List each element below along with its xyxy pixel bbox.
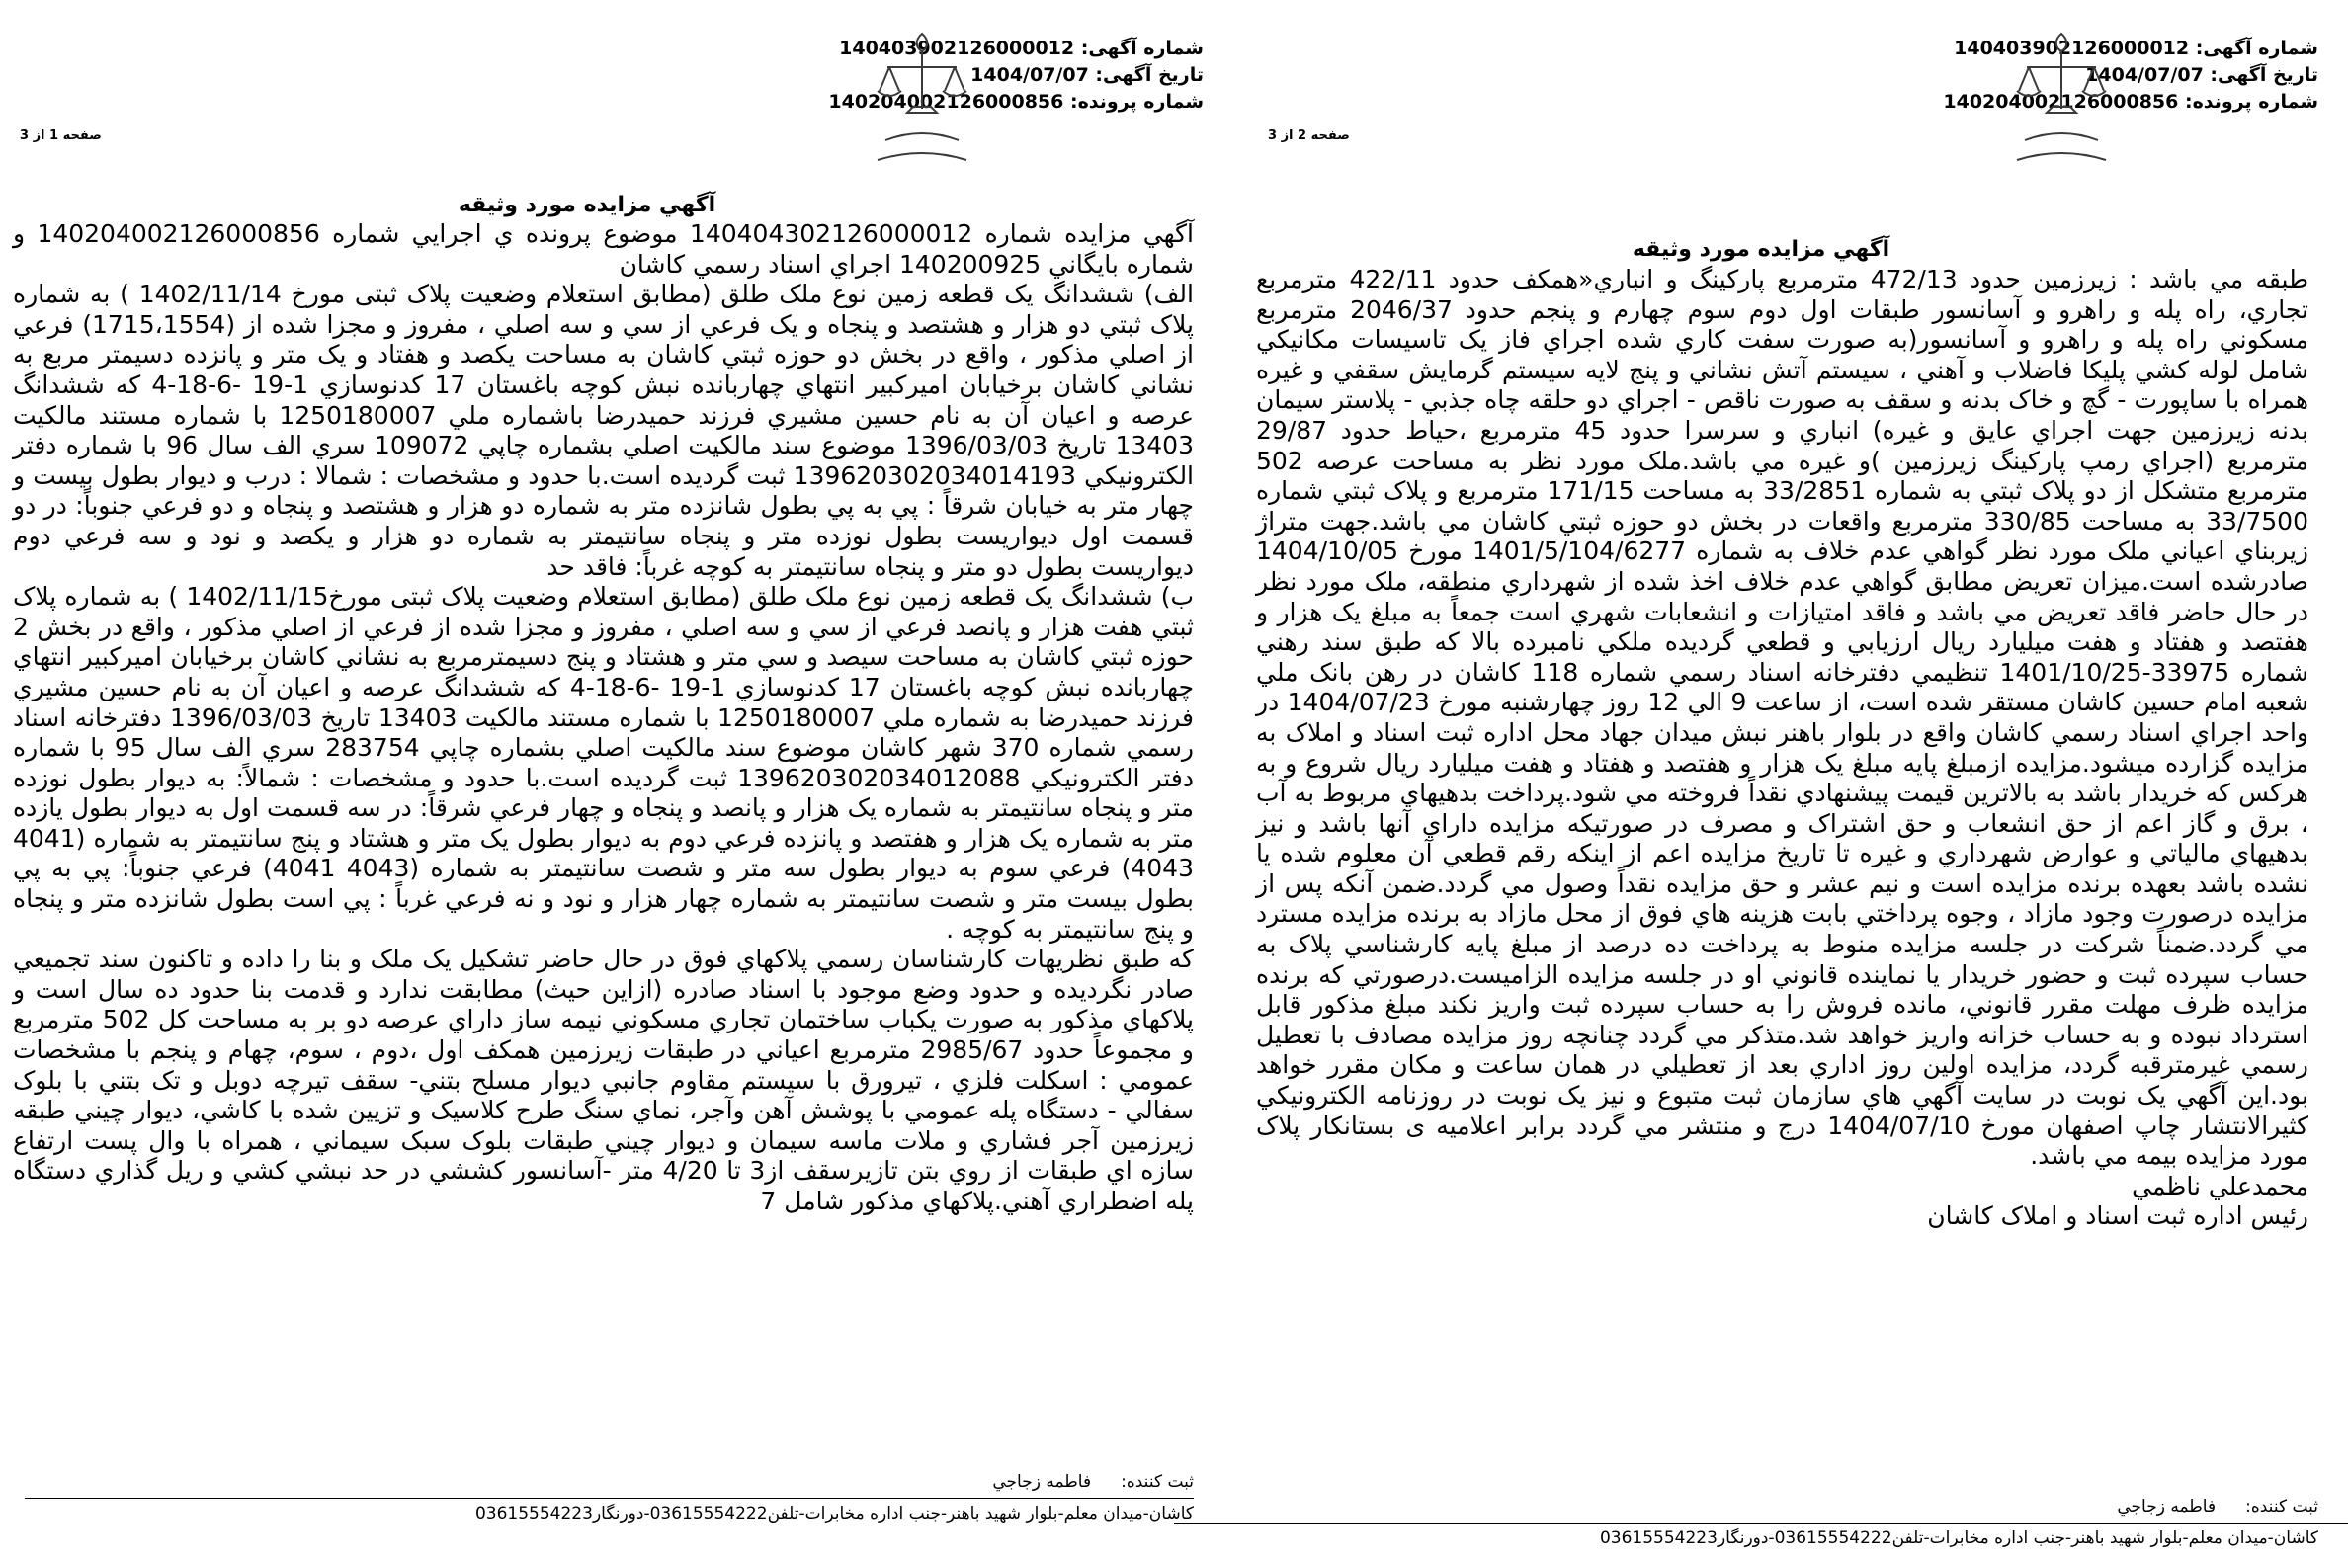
footer-divider bbox=[1174, 1523, 2348, 1524]
body-paragraph: ب) ششدانگ يک قطعه زمين نوع ملک طلق (مطابق استعلام وضعيت پلاک ثبتی مورخ1402/11/15 ) به شماره پلاک ثبتي هفت هزار و پانصد فرعي از سي و سه اصلي ، مفروز و مجزا شده از فرعي از اصلي مذكور ، واقع در بخش 2 حوزه ثبتي كاشان به مساحت سيصد و سي متر و هشتاد و پنج دسيمترمربع به نشاني كاشان برخيابان اميركبير انتهاي چهاربانده نبش كوچه باغستان 17 كدنوسازي 1-19 -6-18-4 كه ششدانگ عرصه و اعيان آن به نام حسين مشيري فرزند حميدرضا به شماره ملي 1250180007 با شماره مستند مالكيت 13403 تاريخ 1396/03/03 دفترخانه اسناد رسمي شماره 370 شهر كاشان موضوع سند مالكيت اصلي بشماره چاپي 283754 سري الف سال 95 با شماره دفتر الكترونيكي 139620302034012088 ثبت گرديده است.با حدود و مشخصات : شمالاً: به ديوار بطول نوزده متر و پنجاه سانتيمتر به شماره يک هزار و پانصد و پنجاه و چهار فرعي شرقاً: در سه قسمت اول به ديوار بطول يازده متر به شماره يک هزار و هفتصد و پانزده فرعي دوم به ديوار بطول يک متر و هشتاد و پنج سانتيمتر به شماره (4041 4043) فرعي سوم به ديوار بطول سه متر و شصت سانتيمتر به شماره (4043 4041) فرعي جنوباً: پي به پي بطول بيست متر و شصت سانتيمتر به شماره چهار هزار و نود و نه فرعي غرباً : پي است بطول شانزده متر و پنجاه و پنج سانتيمتر به كوچه . bbox=[13, 582, 1195, 944]
ad-number: 140403902126000012 bbox=[1954, 38, 2190, 59]
document-title: آگهي مزايده مورد وثيقه bbox=[1632, 237, 1890, 262]
page-number: صفحه 2 از 3 bbox=[1268, 128, 1350, 143]
document-body bbox=[1256, 265, 2308, 1232]
page-header bbox=[1174, 30, 2348, 168]
signature-title: رئيس اداره ثبت اسناد و املاک كاشان bbox=[1927, 1201, 2308, 1231]
file-number-label: شماره پرونده: bbox=[2184, 91, 2318, 113]
ad-number: 140403902126000012 bbox=[839, 38, 1075, 59]
signature-name: محمدعلي ناظمي bbox=[2132, 1171, 2308, 1200]
page-2 bbox=[1174, 0, 2348, 1568]
page-header bbox=[0, 30, 1204, 168]
file-number-label: شماره پرونده: bbox=[1069, 91, 1204, 113]
registrar-name: فاطمه زجاجي bbox=[2117, 1497, 2217, 1517]
body-paragraph: آگهي مزايده شماره 140404302126000012 موضوع پرونده ي اجرايي شماره 140204002126000856 و شماره بايگاني 140200925 اجراي اسناد رسمي كاشان bbox=[13, 219, 1194, 279]
document-title: آگهي مزايده مورد وثيقه bbox=[458, 193, 716, 217]
judiciary-emblem-icon bbox=[868, 30, 976, 178]
judiciary-emblem-icon bbox=[2007, 30, 2116, 178]
file-number: 140204002126000856 bbox=[1943, 91, 2179, 113]
body-paragraph: طبقه مي باشد : زيرزمين حدود 472/13 مترمربع پاركينگ و انباري«همكف حدود 422/11 مترمربع تجاري، راه پله و راهرو و آسانسور طبقات اول دوم سوم چهارم و پنجم حدود 2046/37 مترمربع مسكوني راه پله و راهرو و آسانسور(به صورت سفت كاري شده اجراي فاز يک تاسيسات مكانيكي شامل لوله كشي پليكا فاضلاب و آهني ، سيستم آتش نشاني و پنج لايه سيستم گرمايش سقفي و غيره همراه با ساپورت - گچ و خاک بدنه و سقف به صورت ناقص - اجراي دو حلقه چاه جذبي - پلاستر سيمان بدنه زيرزمين جهت اجراي عايق و غيره) انباري و سرسرا حدود 45 مترمربع ،حياط حدود 29/87 مترمربع (اجراي رمپ پاركينگ زيرزمين )و غيره مي باشد.ملک مورد نظر به مساحت عرصه 502 مترمربع متشكل از دو پلاک ثبتي به شماره 33/2851 به مساحت 171/15 مترمربع و پلاک ثبتي شماره 33/7500 به مساحت 330/85 مترمربع واقعات در بخش دو حوزه ثبتي كاشان مي باشد.جهت متراژ زيربناي اعياني ملک مورد نظر گواهي عدم خلاف به شماره 1401/5/104/6277 مورخ 1404/10/05 صادرشده است.ميزان تعريض مطابق گواهي عدم خلاف اخذ شده از شهرداري منطقه، ملک مورد نظر در حال حاضر فاقد تعريض مي باشد و فاقد امتيازات و انشعابات شهري است جمعاً به مبلغ يک هزار و هفتصد و هفتاد و هفت ميليارد ريال ارزيابي و قطعي گرديده ملكي نامبرده بالا كه طبق سند رهني شماره 33975-1401/10/25 تنظيمي دفترخانه اسناد رسمي شماره 118 كاشان در رهن بانک ملي شعبه امام حسين كاشان مستقر شده است، از ساعت 9 الي 12 روز چهارشنبه مورخ 1404/07/23 در واحد اجراي اسناد رسمي كاشان واقع در بلوار باهنر نبش ميدان جهاد محل اداره ثبت اسناد و املاک به مزايده گزارده ميشود.مزايده ازمبلغ پايه مبلغ يک هزار و هفتصد و هفتاد و هفت ميليارد ريال شروع و به هركس كه خريدار باشد به بالاترين قيمت پيشنهادي نقداً فروخته مي شود.پرداخت بدهيهاي مربوط به آب ، برق و گاز اعم از حق انشعاب و حق اشتراک و مصرف در صورتيكه مزايده داراي آنها باشد و نيز بدهيهاي مالياتي و عوارض شهرداري و غيره تا تاريخ مزايده اعم از اينكه رقم قطعي آن معلوم شده يا نشده باشد بعهده برنده مزايده است و نيم عشر و حق مزايده نقداً وصول مي گردد.ضمن آنكه پس از مزايده درصورت وجود مازاد ، وجوه پرداختي بابت هزينه هاي فوق از محل مازاد به برنده مزايده مسترد مي گردد.ضمناً شركت در جلسه مزايده منوط به پرداخت ده درصد از مبلغ پايه كارشناسي پلاک به حساب سپرده ثبت و حضور خريدار يا نماينده قانوني او در جلسه مزايده الزاميست.درصورتي كه برنده مزايده ظرف مهلت مقرر قانوني، مانده فروش را به حساب سپرده ثبت واريز نكند مبلغ مذكور قابل استرداد نبوده و به حساب خزانه واريز خواهد شد.متذكر مي گردد چنانچه روز مزايده مصادف با تعطيل رسمي غيرمترقبه گردد، مزايده اولين روز اداري بعد از تعطيلي در همان ساعت و مكان مقرر خواهد بود.اين آگهي يک نوبت در سايت آگهي هاي سازمان ثبت متبوع و نيز يک نوبت در روزنامه الكترونيكي كثيرالانتشار چاپ اصفهان مورخ 1404/07/10 درج و منتشر مي گردد برابر اعلاميه ی بستانكار پلاک مورد مزايده بيمه مي باشد. bbox=[1256, 265, 2309, 1171]
ad-number-label: شماره آگهی: bbox=[1080, 38, 1204, 59]
footer-divider bbox=[25, 1498, 1194, 1499]
registrar bbox=[2087, 1497, 2318, 1517]
page-number: صفحه 1 از 3 bbox=[20, 128, 102, 143]
registrar-label: ثبت كننده: bbox=[1121, 1472, 1194, 1492]
ad-date-label: تاریخ آگهی: bbox=[2210, 64, 2318, 86]
registrar-name: فاطمه زجاجي bbox=[992, 1472, 1092, 1492]
ad-date: 1404/07/07 bbox=[2085, 64, 2204, 86]
ad-date-label: تاریخ آگهی: bbox=[1095, 64, 1204, 86]
ad-date: 1404/07/07 bbox=[970, 64, 1089, 86]
document-body bbox=[13, 219, 1194, 1217]
office-address: كاشان-ميدان معلم-بلوار شهيد باهنر-جنب اداره مخابرات-تلفن03615554222-دورنگار03615554223 bbox=[1599, 1528, 2318, 1548]
file-number: 140204002126000856 bbox=[828, 91, 1064, 113]
office-address: كاشان-ميدان معلم-بلوار شهيد باهنر-جنب اداره مخابرات-تلفن03615554222-دورنگار03615554223 bbox=[474, 1504, 1194, 1524]
ad-metadata bbox=[1943, 36, 2318, 116]
registrar bbox=[963, 1472, 1194, 1492]
body-paragraph: كه طبق نظريهات كارشناسان رسمي پلاكهاي فوق در حال حاضر تشكيل يک ملک و بنا را داده و تاكنون سند تجميعي صادر نگرديده و حدود وضع موجود با اسناد صادره (ازاين حيث) مطابقت ندارد و قدمت بنا حدود ده سال است و پلاكهاي مذكور به صورت يكباب ساختمان تجاري مسكوني نيمه ساز داراي عرصه دو بر به مساحت كل 502 مترمربع و مجموعاً حدود 2985/67 مترمربع اعياني در طبقات زيرزمين همكف اول ،دوم ، سوم، چهام و پنجم با مشخصات عمومي : اسكلت فلزي ، تيرورق با سيستم مقاوم جانبي ديوار مسلح بتني- سقف تيرچه دوبل و تک بتني با بلوک سفالي - دستگاه پله عمومي با پوشش آهن وآجر، نماي سنگ طرح كلاسيک و تزيين شده با كاشي، ديوار چيني طبقه زيرزمين آجر فشاري و ملات ماسه سيمان و ديوار چيني طبقات بلوک سبک سيماني ، همراه با وال پست ارتفاع سازه اي طبقات از روي بتن تازيرسقف از3 تا 4/20 متر -آسانسور كششي در حد نبشي كشي و ريل گذاري دستگاه پله اضطراري آهني.پلاكهاي مذكور شامل 7 bbox=[13, 945, 1195, 1215]
ad-number-label: شماره آگهی: bbox=[2195, 38, 2318, 59]
body-paragraph: الف) ششدانگ يک قطعه زمين نوع ملک طلق (مطابق استعلام وضعيت پلاک ثبتی مورخ 1402/11/14 ) به شماره پلاک ثبتي دو هزار و هشتصد و پنجاه و يک فرعي از سي و سه اصلي ، مفروز و مجزا شده از (1715،1554) فرعي از اصلي مذكور ، واقع در بخش دو حوزه ثبتي كاشان به مساحت يكصد و هفتاد و يک متر و پانزده دسيمتر مربع به نشاني كاشان برخيابان اميركبير انتهاي چهاربانده نبش كوچه باغستان 17 كدنوسازي 1-19 -6-18-4 كه ششدانگ عرصه و اعيان آن به نام حسين مشيري فرزند حميدرضا باشماره ملي 1250180007 با شماره مستند مالكيت 13403 تاريخ 1396/03/03 موضوع سند مالكيت اصلي بشماره چاپي 109072 سري الف سال 96 با شماره دفتر الكترونيكي 139620302034014193 ثبت گرديده است.با حدود و مشخصات : شمالا : درب و ديوار بطول بيست و چهار متر به خيابان شرقاً : پي به پي بطول شانزده متر به شماره دو هزار و هشتصد و پنجاه و دو فرعي جنوباً: در دو قسمت اول ديواريست بطول نوزده متر و پنجاه سانتيمتر به شماره دو هزار و يكصد و نود و سه فرعي دوم ديواريست بطول دو متر و پنجاه سانتيمتر به كوچه غرباً: فاقد حد bbox=[13, 280, 1195, 581]
registrar-label: ثبت كننده: bbox=[2245, 1497, 2318, 1517]
